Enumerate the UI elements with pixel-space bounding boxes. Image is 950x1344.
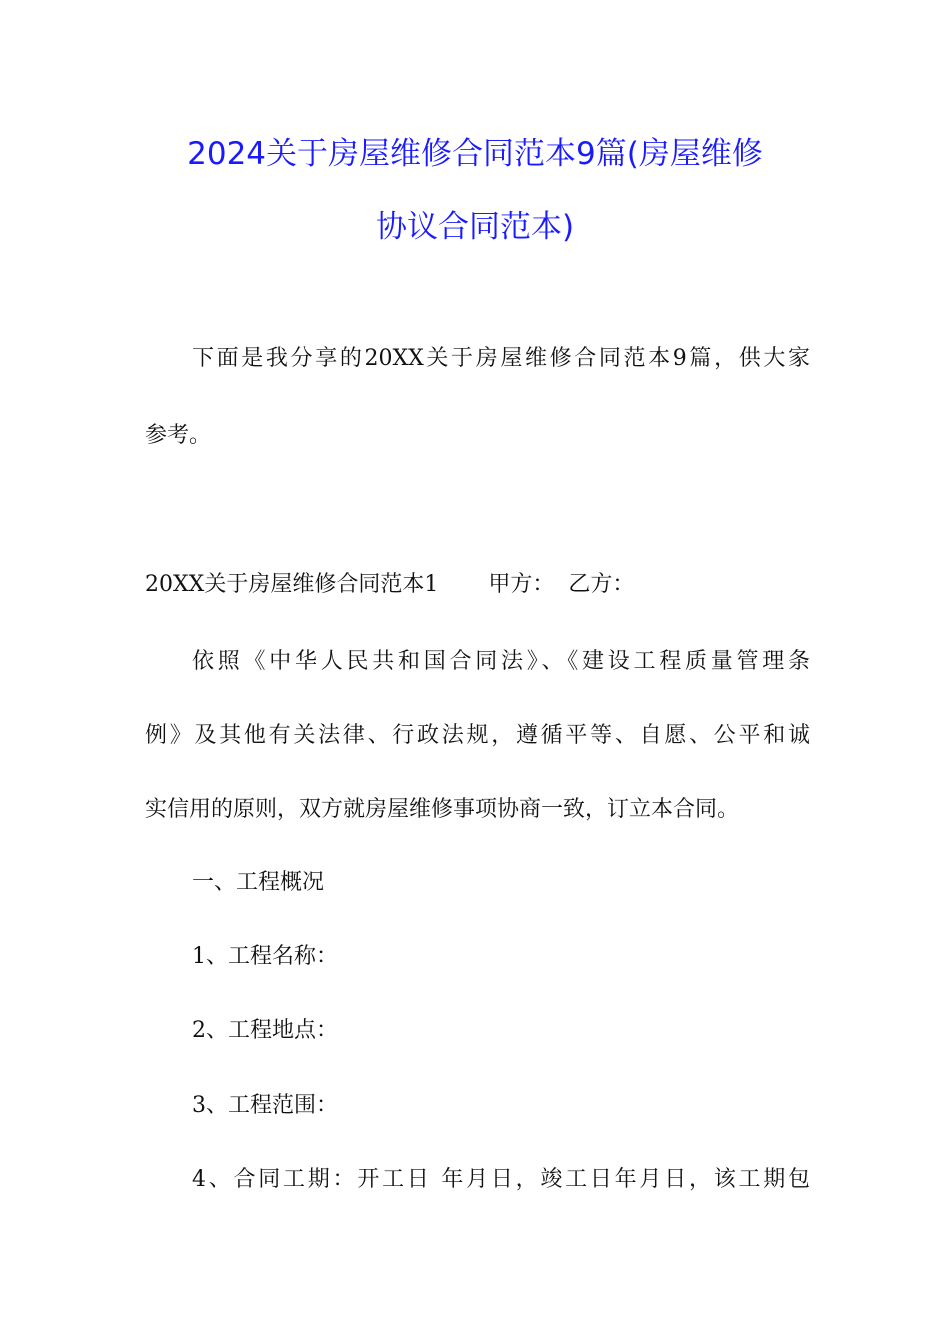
intro-line-1: 下面是我分享的20XX关于房屋维修合同范本9篇，供大家 bbox=[192, 346, 810, 371]
section-heading-row bbox=[145, 570, 810, 600]
clause-heading: 一、工程概况 bbox=[192, 870, 325, 895]
paragraph-1-line-3: 实信用的原则，双方就房屋维修事项协商一致，订立本合同。 bbox=[145, 797, 740, 822]
paragraph-1-line-2: 例》及其他有关法律、行政法规，遵循平等、自愿、公平和诚 bbox=[145, 723, 810, 748]
list-item-contract-period: 4、合同工期：开工日 年月日，竣工日年月日，该工期包 bbox=[192, 1167, 810, 1192]
document-title-line-2: 协议合同范本) bbox=[375, 209, 575, 245]
party-b-label: 乙方： bbox=[568, 572, 635, 597]
intro-line-2: 参考。 bbox=[145, 423, 212, 448]
document-title-line-1: 2024关于房屋维修合同范本9篇(房屋维修 bbox=[187, 136, 763, 172]
paragraph-1-line-1: 依照《中华人民共和国合同法》、《建设工程质量管理条 bbox=[192, 649, 810, 674]
party-a-label: 甲方： bbox=[488, 572, 555, 597]
list-item-project-scope: 3、工程范围： bbox=[192, 1093, 338, 1118]
list-item-project-name: 1、工程名称： bbox=[192, 944, 338, 969]
list-item-project-location: 2、工程地点： bbox=[192, 1018, 338, 1043]
section-heading: 20XX关于房屋维修合同范本1 bbox=[145, 572, 439, 597]
